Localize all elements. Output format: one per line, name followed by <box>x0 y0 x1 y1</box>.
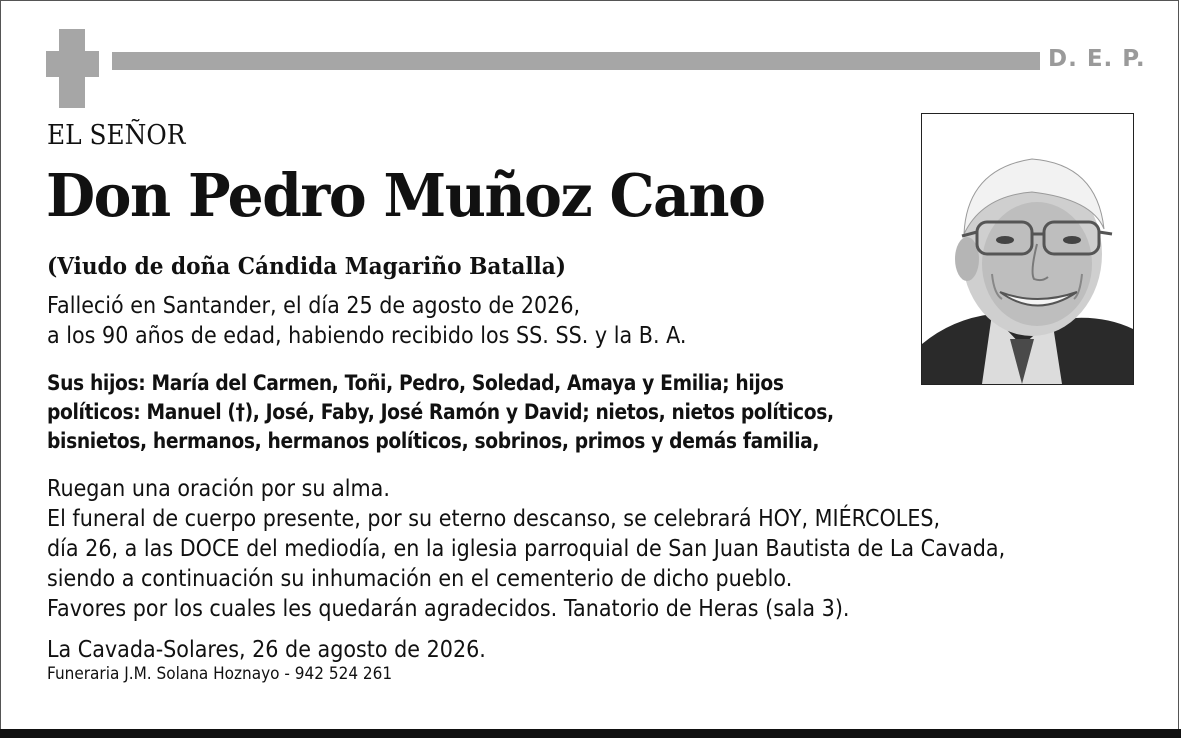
family-line: Sus hijos: María del Carmen, Toñi, Pedro, Soledad, Amaya y Emilia; hijos <box>47 371 784 395</box>
service-line: El funeral de cuerpo presente, por su eterno descanso, se celebrará HOY, MIÉRCOLES, <box>47 506 941 532</box>
service-line: día 26, a las DOCE del mediodía, en la iglesia parroquial de San Juan Bautista de La Cavada, <box>47 536 1006 562</box>
death-line: Falleció en Santander, el día 25 de agosto de 2026, <box>47 293 581 319</box>
service-line: Favores por los cuales les quedarán agradecidos. Tanatorio de Heras (sala 3). <box>47 596 850 622</box>
title-prefix: EL SEÑOR <box>47 120 186 151</box>
death-details <box>47 291 686 351</box>
dep-label: D. E. P. <box>1048 46 1146 72</box>
funeral-home-contact: Funeraria J.M. Solana Hoznayo - 942 524 261 <box>47 664 393 684</box>
service-line: siendo a continuación su inhumación en el cementerio de dicho pueblo. <box>47 566 793 592</box>
death-line: a los 90 años de edad, habiendo recibido los SS. SS. y la B. A. <box>47 323 687 349</box>
header-rule <box>112 52 1040 70</box>
portrait-photo <box>921 113 1134 385</box>
service-details <box>47 474 1005 624</box>
family-block <box>47 369 834 456</box>
deceased-name: Don Pedro Muñoz Cano <box>46 161 765 230</box>
widow-line: (Viudo de doña Cándida Magariño Batalla) <box>47 253 567 280</box>
service-line: Ruegan una oración por su alma. <box>47 476 390 502</box>
cross-icon <box>46 29 99 108</box>
bottom-border <box>0 729 1181 738</box>
place-date: La Cavada-Solares, 26 de agosto de 2026. <box>47 637 486 663</box>
family-line: bisnietos, hermanos, hermanos políticos, sobrinos, primos y demás familia, <box>47 429 820 453</box>
family-line: políticos: Manuel (†), José, Faby, José Ramón y David; nietos, nietos políticos, <box>47 400 834 424</box>
